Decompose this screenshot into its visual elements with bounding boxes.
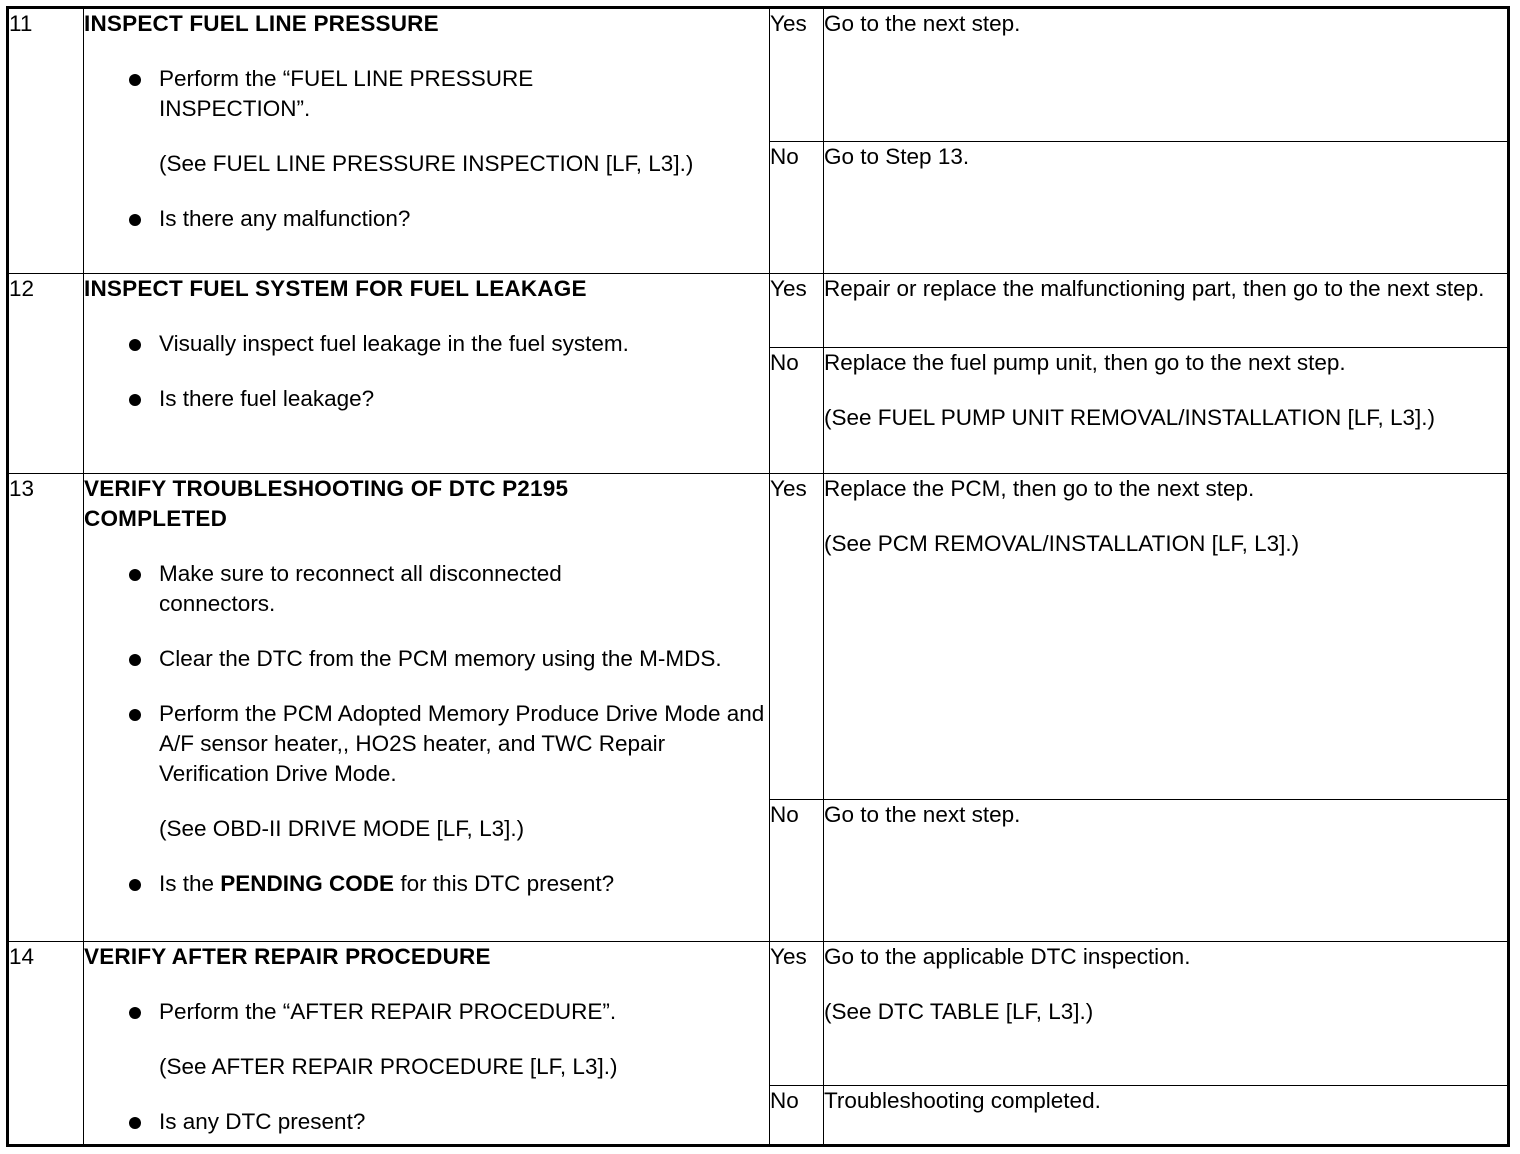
- step-number: 11: [8, 8, 84, 274]
- no-label: No: [770, 142, 824, 274]
- bullet-item: Visually inspect fuel leakage in the fuel system.: [84, 329, 769, 359]
- step-description: [84, 942, 770, 1146]
- bullet-item: Is any DTC present?: [84, 1107, 769, 1137]
- bullet-item: [84, 869, 769, 899]
- reference-text: (See PCM REMOVAL/INSTALLATION [LF, L3].): [824, 531, 1300, 556]
- step-description: [84, 8, 770, 274]
- yes-action: Repair or replace the malfunctioning part, then go to the next step.: [824, 274, 1509, 348]
- troubleshooting-table: [6, 6, 1510, 1147]
- step-number: 12: [8, 274, 84, 474]
- yes-action: [824, 474, 1509, 800]
- bullet-text-pre: Is the: [159, 871, 221, 896]
- step-13-yes-row: [8, 474, 1509, 800]
- step-number: 13: [8, 474, 84, 942]
- no-action: [824, 348, 1509, 474]
- step-title: VERIFY TROUBLESHOOTING OF DTC P2195 COMPLETED: [84, 476, 569, 531]
- no-action: Go to the next step.: [824, 800, 1509, 942]
- step-title: INSPECT FUEL SYSTEM FOR FUEL LEAKAGE: [84, 276, 587, 301]
- no-action-text: Replace the fuel pump unit, then go to the next step.: [824, 350, 1346, 375]
- no-label: No: [770, 1086, 824, 1146]
- reference-text: (See FUEL LINE PRESSURE INSPECTION [LF, L3].): [159, 151, 694, 176]
- bullet-item: Perform the “FUEL LINE PRESSURE INSPECTION”.: [84, 64, 769, 124]
- yes-action: Go to the next step.: [824, 8, 1509, 142]
- no-label: No: [770, 348, 824, 474]
- yes-action-text: Go to the applicable DTC inspection.: [824, 944, 1191, 969]
- reference-text: (See FUEL PUMP UNIT REMOVAL/INSTALLATION [LF, L3].): [824, 405, 1435, 430]
- step-11-yes-row: [8, 8, 1509, 142]
- bullet-text-post: for this DTC present?: [394, 871, 615, 896]
- bullet-item: Make sure to reconnect all disconnected connectors.: [84, 559, 769, 619]
- reference-text: (See AFTER REPAIR PROCEDURE [LF, L3].): [159, 1054, 618, 1079]
- step-description: [84, 274, 770, 474]
- yes-action-text: Replace the PCM, then go to the next step.: [824, 476, 1255, 501]
- step-12-yes-row: [8, 274, 1509, 348]
- no-label: No: [770, 800, 824, 942]
- yes-label: Yes: [770, 942, 824, 1086]
- step-14-yes-row: [8, 942, 1509, 1086]
- yes-action: [824, 942, 1509, 1086]
- yes-label: Yes: [770, 274, 824, 348]
- pending-code-emphasis: PENDING CODE: [220, 871, 395, 896]
- bullet-item: Perform the PCM Adopted Memory Produce Drive Mode and A/F sensor heater,, HO2S heater, and TWC Repair Verification Drive Mode.: [84, 699, 769, 789]
- step-description: [84, 474, 770, 942]
- bullet-item: Clear the DTC from the PCM memory using the M-MDS.: [84, 644, 769, 674]
- step-number: 14: [8, 942, 84, 1146]
- yes-label: Yes: [770, 474, 824, 800]
- no-action: Go to Step 13.: [824, 142, 1509, 274]
- yes-label: Yes: [770, 8, 824, 142]
- no-action: Troubleshooting completed.: [824, 1086, 1509, 1146]
- step-title: VERIFY AFTER REPAIR PROCEDURE: [84, 944, 491, 969]
- reference-text: (See OBD-II DRIVE MODE [LF, L3].): [159, 816, 525, 841]
- bullet-item: Perform the “AFTER REPAIR PROCEDURE”.: [84, 997, 769, 1027]
- bullet-item: Is there any malfunction?: [84, 204, 769, 234]
- step-title: INSPECT FUEL LINE PRESSURE: [84, 11, 439, 36]
- reference-text: (See DTC TABLE [LF, L3].): [824, 999, 1094, 1024]
- bullet-item: Is there fuel leakage?: [84, 384, 769, 414]
